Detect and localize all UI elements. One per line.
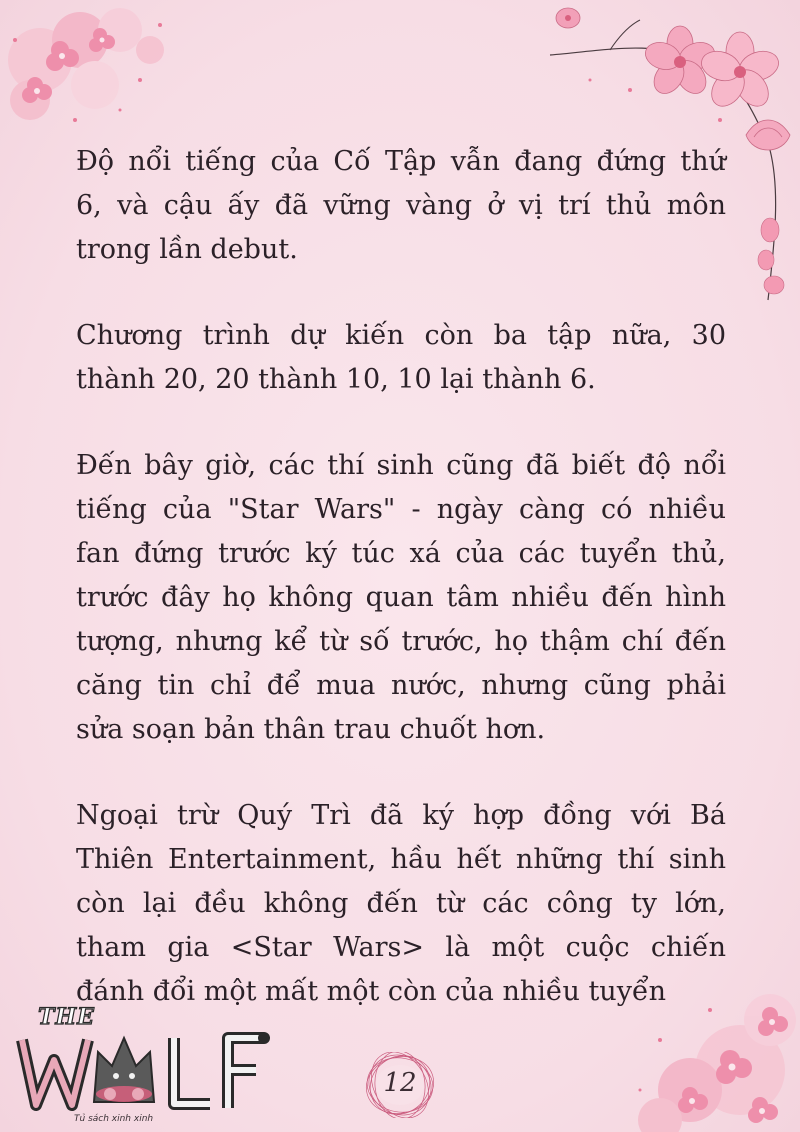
text-line: 6, và cậu ấy đã vững vàng ở vị trí thủ môn <box>76 190 726 221</box>
paragraph <box>76 140 726 272</box>
text-line: fan đứng trước ký túc xá của các tuyển thủ, <box>76 538 726 569</box>
text-line: tượng, nhưng kể từ số trước, họ thậm chí đến <box>76 626 726 657</box>
text-line: đánh đổi một mất một còn của nhiều tuyển <box>76 976 666 1007</box>
text-line: Chương trình dự kiến còn ba tập nữa, 30 <box>76 320 726 351</box>
paragraph <box>76 444 726 752</box>
text-line: trong lần debut. <box>76 234 298 265</box>
text-line: Ngoại trừ Quý Trì đã ký hợp đồng với Bá <box>76 800 726 831</box>
text-line: trước đây họ không quan tâm nhiều đến hình <box>76 582 726 613</box>
text-line: thành 20, 20 thành 10, 10 lại thành 6. <box>76 364 596 395</box>
logo-the-text: THE <box>38 1004 95 1030</box>
paragraph <box>76 314 726 402</box>
text-line: còn lại đều không đến từ các công ty lớn, <box>76 888 726 919</box>
page-number: 12 <box>383 1068 417 1098</box>
chapter-text <box>76 140 726 1056</box>
paragraph <box>76 794 726 1014</box>
page-number-badge <box>362 1052 438 1118</box>
text-line: Thiên Entertainment, hầu hết những thí sinh <box>76 844 726 875</box>
text-line: sửa soạn bản thân trau chuốt hơn. <box>76 714 546 745</box>
text-line: căng tin chỉ để mua nước, nhưng cũng phải <box>76 670 726 701</box>
text-line: Độ nổi tiếng của Cố Tập vẫn đang đứng thứ <box>76 146 726 177</box>
text-line: Đến bây giờ, các thí sinh cũng đã biết độ nổi <box>76 450 726 481</box>
logo-subtitle: Tủ sách xinh xinh <box>74 1114 154 1124</box>
text-line: tiếng của "Star Wars" - ngày càng có nhiều <box>76 494 726 525</box>
cherry-blossom-top-left-decoration <box>0 0 190 140</box>
wolf-logo-graphic <box>14 1020 284 1120</box>
the-wolf-logo <box>14 1000 284 1128</box>
text-line: tham gia <Star Wars> là một cuộc chiến <box>76 932 726 963</box>
